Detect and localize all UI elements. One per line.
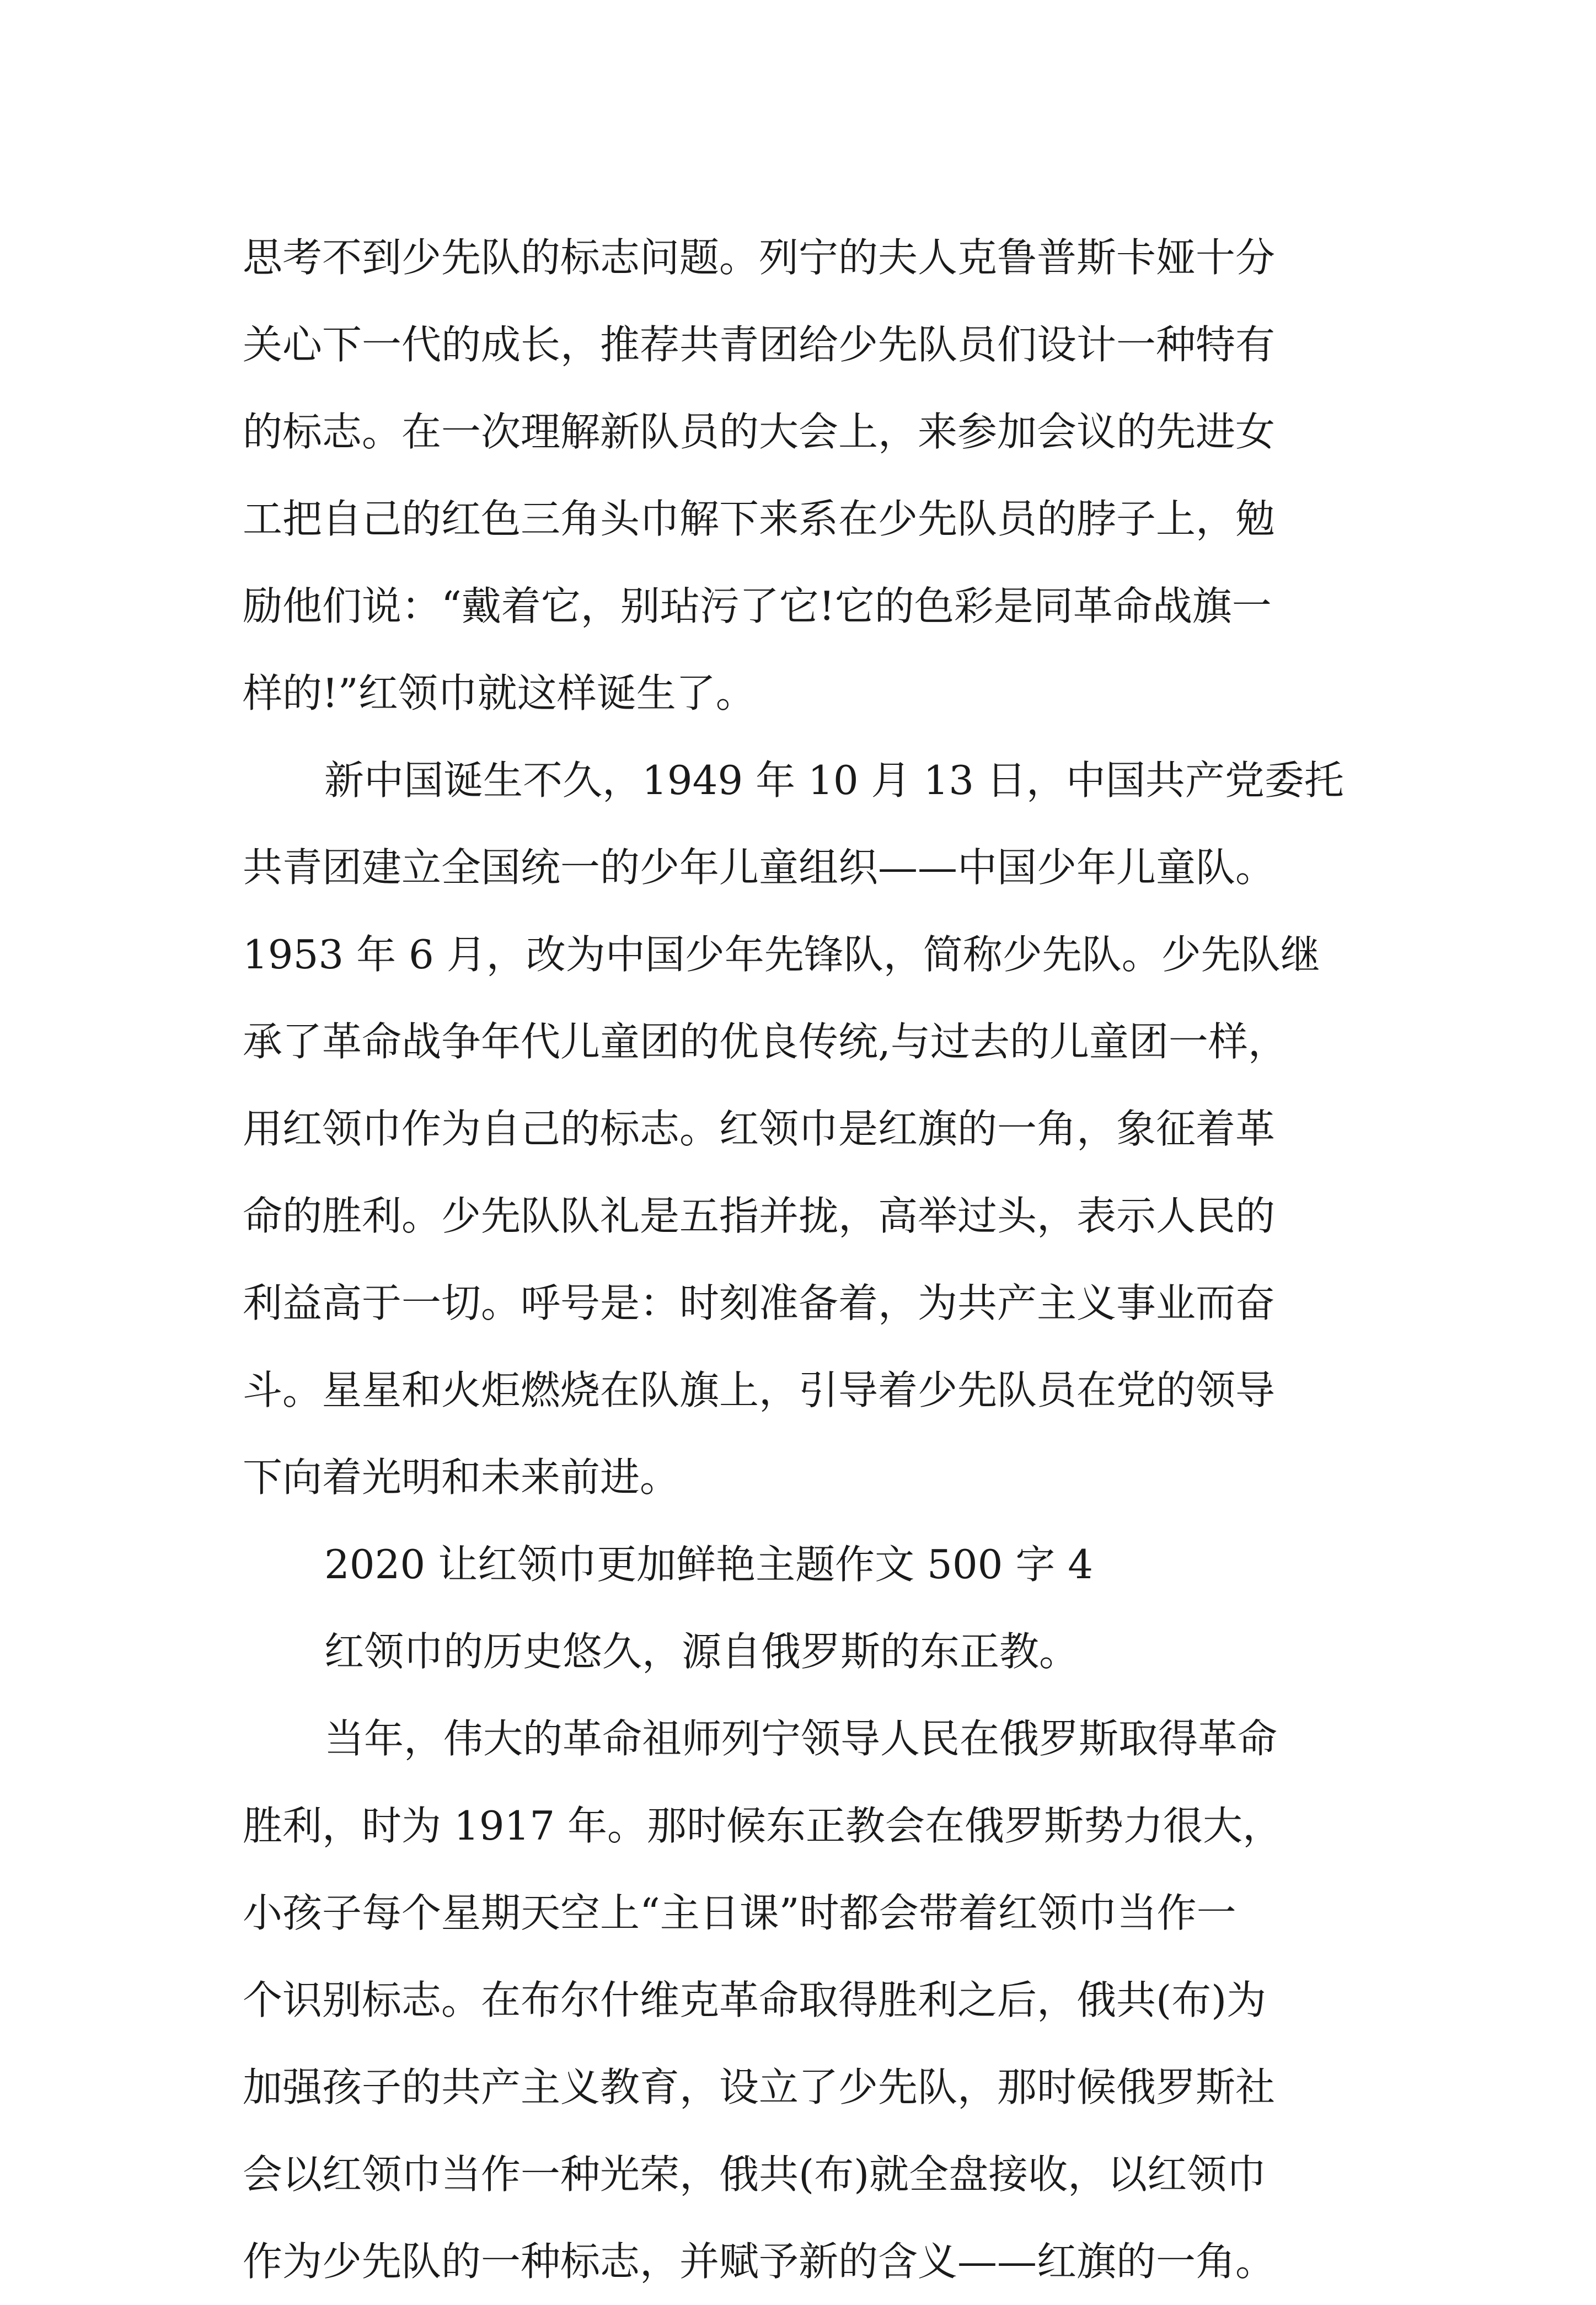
text-line: 利益高于一切。呼号是：时刻准备着，为共产主义事业而奋 [243, 1280, 1276, 1326]
text-line: 励他们说：“戴着它，别玷污了它!它的色彩是同革命战旗一 [243, 583, 1272, 629]
text-line: 当年，伟大的革命祖师列宁领导人民在俄罗斯取得革命 [324, 1716, 1278, 1762]
text-line: 工把自己的红色三角头巾解下来系在少先队员的脖子上，勉 [243, 496, 1276, 542]
text-line: 红领巾的历史悠久，源自俄罗斯的东正教。 [324, 1628, 1079, 1675]
text-line: 共青团建立全国统一的少年儿童组织——中国少年儿童队。 [243, 844, 1276, 891]
text-line: 关心下一代的成长，推荐共青团给少先队员们设计一种特有 [243, 321, 1276, 368]
text-line: 用红领巾作为自己的标志。红领巾是红旗的一角，象征着革 [243, 1106, 1276, 1152]
text-line: 加强孩子的共产主义教育，设立了少先队，那时候俄罗斯社 [243, 2064, 1276, 2110]
text-line: 胜利，时为 1917 年。那时候东正教会在俄罗斯势力很大， [243, 1803, 1283, 1849]
text-line: 会以红领巾当作一种光荣，俄共(布)就全盘接收，以红领巾 [243, 2151, 1267, 2197]
text-line: 新中国诞生不久，1949 年 10 月 13 日，中国共产党委托 [324, 757, 1344, 803]
text-line: 小孩子每个星期天空上“主日课”时都会带着红领巾当作一 [243, 1890, 1236, 1936]
document-body [243, 214, 1384, 2305]
text-line: 1953 年 6 月，改为中国少年先锋队，简称少先队。少先队继 [243, 931, 1320, 978]
text-line: 下向着光明和未来前进。 [243, 1454, 680, 1500]
text-line: 命的胜利。少先队队礼是五指并拢，高举过头，表示人民的 [243, 1193, 1276, 1239]
text-line: 思考不到少先队的标志问题。列宁的夫人克鲁普斯卡娅十分 [243, 234, 1276, 281]
text-line: 的标志。在一次理解新队员的大会上，来参加会议的先进女 [243, 409, 1276, 455]
text-line: 斗。星星和火炬燃烧在队旗上，引导着少先队员在党的领导 [243, 1367, 1276, 1413]
text-line: 承了革命战争年代儿童团的优良传统,与过去的儿童团一样， [243, 1019, 1288, 1065]
text-line: 作为少先队的一种标志，并赋予新的含义——红旗的一角。 [243, 2238, 1276, 2285]
text-line: 个识别标志。在布尔什维克革命取得胜利之后，俄共(布)为 [243, 1977, 1267, 2023]
text-line: 样的!”红领巾就这样诞生了。 [243, 670, 756, 716]
section-heading: 2020 让红领巾更加鲜艳主题作文 500 字 4 [324, 1541, 1094, 1588]
